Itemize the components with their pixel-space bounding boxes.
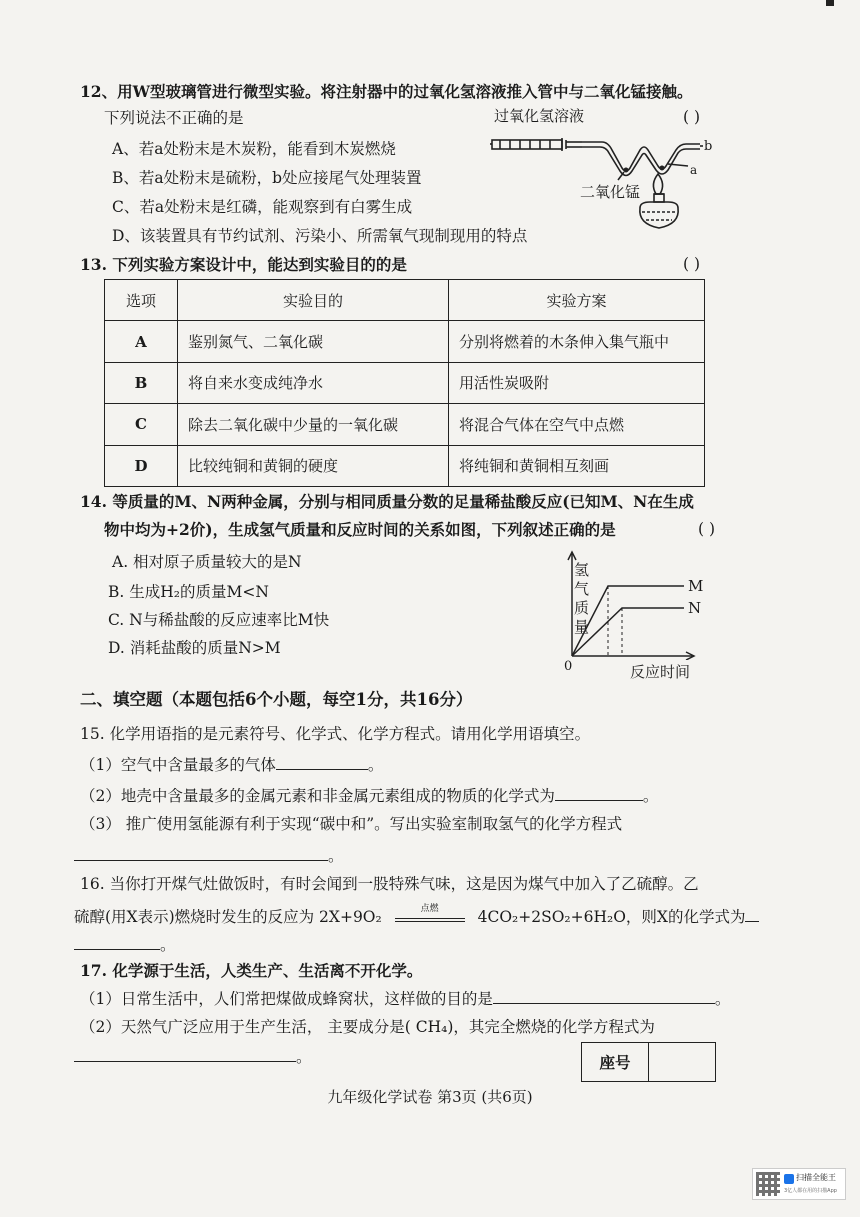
q15-part-3-end: 。 xyxy=(328,847,344,865)
table-row xyxy=(105,362,705,403)
table-row xyxy=(105,445,705,486)
q15-blank-3[interactable] xyxy=(74,846,328,861)
q16-blank-inline[interactable] xyxy=(745,907,759,922)
table-cell: C xyxy=(105,404,178,445)
q17-blank-1[interactable] xyxy=(493,989,715,1004)
q12-option-d: D、该装置具有节约试剂、污染小、所需氧气现制现用的特点 xyxy=(112,227,528,245)
seat-number-box xyxy=(581,1042,716,1082)
q15-part-3: （3） 推广使用氢能源有利于实现“碳中和”。写出实验室制取氢气的化学方程式 xyxy=(80,815,623,833)
q16-line-2 xyxy=(74,904,759,927)
chart-ylabel-char: 量 xyxy=(574,618,590,636)
q13-options-table xyxy=(104,279,705,487)
series-line-n xyxy=(572,608,684,656)
table-header: 实验目的 xyxy=(178,280,449,321)
chart-ylabel-char: 气 xyxy=(574,580,590,598)
q14-option-c: C. N与稀盐酸的反应速率比M快 xyxy=(108,611,330,629)
q14-option-a: A. 相对原子质量较大的是N xyxy=(112,553,302,571)
table-cell: 分别将燃着的木条伸入集气瓶中 xyxy=(449,321,705,362)
q17-part-2-end: 。 xyxy=(296,1048,312,1066)
table-cell: B xyxy=(105,362,178,403)
section-2-title: 二、填空题（本题包括6个小题，每空1分，共16分） xyxy=(80,690,473,709)
table-cell: 将混合气体在空气中点燃 xyxy=(449,404,705,445)
series-label-n: N xyxy=(688,599,702,617)
q14-option-d: D. 消耗盐酸的质量N>M xyxy=(108,639,281,657)
seat-number-label: 座号 xyxy=(582,1043,649,1081)
q14-stem: 14. 等质量的M、N两种金属，分别与相同质量分数的足量稀盐酸反应(已知M、N在生成 xyxy=(80,492,694,511)
q15-part-1-end: 。 xyxy=(367,756,384,774)
q17-stem: 17. 化学源于生活，人类生产、生活离不开化学。 xyxy=(80,961,423,980)
q15-blank-1[interactable] xyxy=(276,755,368,770)
table-cell: 除去二氧化碳中少量的一氧化碳 xyxy=(178,404,449,445)
table-cell: 将自来水变成纯净水 xyxy=(178,362,449,403)
series-label-m: M xyxy=(688,577,704,595)
q16-equation-left: 硫醇(用X表示)燃烧时发生的反应为 2X+9O₂ xyxy=(74,908,382,926)
q15-blank-2[interactable] xyxy=(555,786,643,801)
q15-part-1-text: （1）空气中含量最多的气体 xyxy=(80,756,276,774)
table-header: 选项 xyxy=(105,280,178,321)
w-tube-apparatus-figure xyxy=(490,128,720,240)
q12-answer-paren[interactable]: ( ) xyxy=(683,108,701,126)
q15-part-2-end: 。 xyxy=(642,787,659,805)
q12-option-a: A、若a处粉末是木炭粉，能看到木炭燃烧 xyxy=(112,140,396,158)
chart-ylabel-char: 氢 xyxy=(574,561,590,579)
figure-label-a: a xyxy=(690,163,698,177)
mno2-powder xyxy=(624,168,629,173)
q17-part-2: （2）天然气广泛应用于生产生活， 主要成分是( CH₄)，其完全燃烧的化学方程式为 xyxy=(80,1018,655,1036)
page-corner-mark xyxy=(826,0,834,6)
q17-part-1-text: （1）日常生活中，人们常把煤做成蜂窝状，这样做的目的是 xyxy=(80,990,493,1008)
q12-stem-2: 下列说法不正确的是 xyxy=(104,109,244,127)
q15-part-1 xyxy=(80,755,383,775)
q15-part-3-answer xyxy=(74,846,344,866)
chart-ylabel-char: 质 xyxy=(574,599,590,617)
q15-part-2 xyxy=(80,786,658,806)
powder-a xyxy=(660,166,665,171)
q17-part-2-answer xyxy=(74,1047,312,1067)
q15-part-2-text: （2）地壳中含量最多的金属元素和非金属元素组成的物质的化学式为 xyxy=(80,787,555,805)
watermark-subtitle: 3亿人都在用的扫描App xyxy=(784,1188,837,1194)
q16-end: 。 xyxy=(160,936,176,954)
page-footer: 九年级化学试卷 第3页 (共6页) xyxy=(327,1088,533,1106)
table-cell: 比较纯铜和黄铜的硬度 xyxy=(178,445,449,486)
q16-blank[interactable] xyxy=(74,935,160,950)
q12-stem: 12、用W型玻璃管进行微型实验。将注射器中的过氧化氢溶液推入管中与二氧化锰接触。 xyxy=(80,82,693,101)
table-cell: D xyxy=(105,445,178,486)
table-cell: 鉴别氮气、二氧化碳 xyxy=(178,321,449,362)
q16-answer-line xyxy=(74,935,176,955)
q14-stem-2: 物中均为+2价)，生成氢气质量和反应时间的关系如图，下列叙述正确的是 xyxy=(104,520,616,539)
reaction-condition: 点燃 xyxy=(420,904,439,914)
q16-line-1: 16. 当你打开煤气灶做饭时，有时会闻到一股特殊气味，这是因为煤气中加入了乙硫醇。乙 xyxy=(80,875,699,893)
series-line-m xyxy=(572,586,684,656)
q14-option-b: B. 生成H₂的质量M<N xyxy=(108,583,269,601)
cs-logo-icon xyxy=(784,1174,794,1184)
q17-part-1 xyxy=(80,989,730,1009)
qr-code-icon xyxy=(756,1172,780,1196)
q13-answer-paren[interactable]: ( ) xyxy=(683,255,701,273)
table-row xyxy=(105,404,705,445)
q13-stem: 13. 下列实验方案设计中，能达到实验目的的是 xyxy=(80,255,407,274)
q15-stem: 15. 化学用语指的是元素符号、化学式、化学方程式。请用化学用语填空。 xyxy=(80,725,591,743)
q12-option-c: C、若a处粉末是红磷，能观察到有白雾生成 xyxy=(112,198,413,216)
q16-equation-right: 4CO₂+2SO₂+6H₂O，则X的化学式为 xyxy=(477,908,746,926)
table-header: 实验方案 xyxy=(449,280,705,321)
figure-label-b: b xyxy=(704,139,713,154)
q17-part-1-end: 。 xyxy=(714,990,731,1008)
table-row xyxy=(105,321,705,362)
table-header-row xyxy=(105,280,705,321)
reaction-condition-arrow xyxy=(395,904,465,922)
q17-blank-2[interactable] xyxy=(74,1047,296,1062)
watermark-title: 扫描全能王 xyxy=(796,1173,836,1182)
table-cell: 用活性炭吸附 xyxy=(449,362,705,403)
chart-origin: 0 xyxy=(564,659,573,674)
q14-answer-paren[interactable]: ( ) xyxy=(698,520,716,538)
seat-number-field[interactable] xyxy=(649,1043,715,1081)
scanner-watermark xyxy=(752,1168,846,1200)
chart-xlabel: 反应时间 xyxy=(630,663,691,681)
q12-option-b: B、若a处粉末是硫粉，b处应接尾气处理装置 xyxy=(112,169,422,187)
table-cell: 将纯铜和黄铜相互刻画 xyxy=(449,445,705,486)
hydrogen-time-chart xyxy=(566,548,696,660)
figure-label-solution: 过氧化氢溶液 xyxy=(494,107,585,125)
figure-label-catalyst: 二氧化锰 xyxy=(580,183,641,201)
table-cell: A xyxy=(105,321,178,362)
